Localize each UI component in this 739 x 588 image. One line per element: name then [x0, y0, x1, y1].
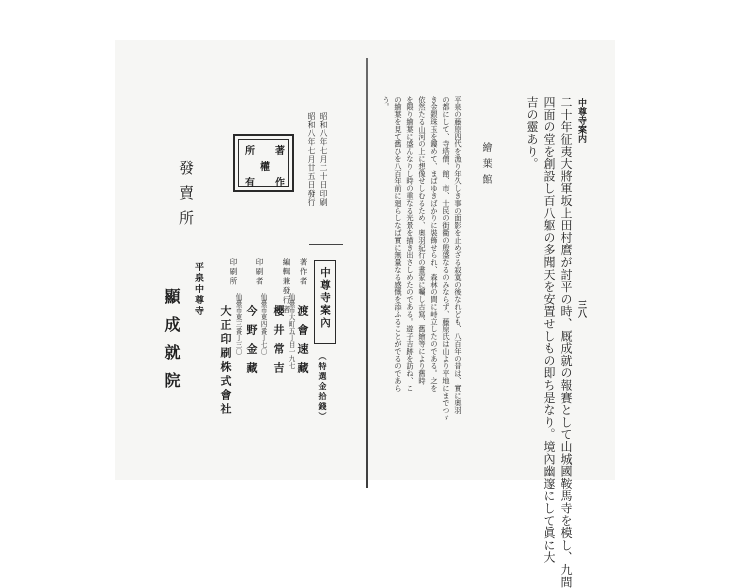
publisher-label: 發賣所 [177, 160, 195, 235]
price-note: （特選金拾錢） [318, 352, 328, 422]
book-gutter [366, 58, 368, 488]
stamp-char-1: 著 [275, 146, 285, 157]
small-line-6: の繪葉を見て舊ひを八百年前に廻らしなば實に無量なる感慨を添ふることがでるのであら [394, 96, 403, 392]
stamp-char-3: 所 [245, 146, 255, 157]
publisher-name: 顯成就院 [162, 288, 181, 400]
colophon-rule [309, 244, 343, 245]
small-line-1: 平泉の藤原四代を漁り年久しき事の面影を止めざる寂寞の後なれども、八百年の昔は、實に奧羽 [454, 96, 463, 415]
section-heading: 繪葉館 [480, 142, 491, 190]
page-number: 三八 [576, 300, 586, 318]
small-line-3: き金銀珠玉を鏤めて、まばゆきばかりに裝飾せられ、森林の間に峙立したのである。之を [430, 96, 439, 392]
copyright-stamp [233, 134, 294, 192]
credit-name-author: 渡會速藏 [296, 305, 309, 381]
running-head: 中尊寺案内 [576, 98, 586, 143]
stamp-char-2: 作 [275, 178, 285, 189]
credit-name-printer: 今野金藏 [245, 305, 258, 381]
credit-role-author: 著作者 [299, 258, 308, 287]
print-date: 昭和八年七月二十日印刷 [319, 112, 328, 207]
temple-address: 平泉中尊寺 [193, 262, 203, 317]
title-box [314, 260, 336, 344]
stamp-char-5: 權 [260, 162, 270, 173]
credit-name-press: 大正印刷株式會社 [219, 305, 232, 417]
credit-role-editor: 編輯兼發行者 [282, 258, 291, 315]
credit-role-printer: 印刷者 [255, 258, 264, 287]
book-title: 中尊寺案內 [319, 267, 331, 330]
credit-name-editor: 櫻井常吉 [272, 305, 285, 381]
credit-role-press: 印刷所 [229, 258, 238, 287]
publish-date: 昭和八年七月廿五日發行 [307, 112, 316, 207]
small-line-5: を隈り繪葉に盛んなりし時の重なる光景を描き出さしめたのである。遊子吉跡を訪ね、こ [406, 96, 415, 392]
credit-addr-editor: 仙臺市大町五丁目一九七 [287, 293, 295, 369]
small-line-2: の都にして、寺塔僧、館、市、士民の街衢の殷盛なるのみならず、藤原氏は山より平地にまでつゞ [442, 96, 451, 422]
body-line-3: 吉の靈あり。 [525, 96, 539, 170]
body-line-2: 四面の堂を創設し百八躯の多聞天を安置せしもの即ち是なり。境內幽邃にして眞に大 [542, 96, 556, 564]
credit-addr-press: 仙臺市東三番丁三〇 [234, 293, 242, 356]
body-line-1: 二十年征夷大將軍坂上田村麿が討平の時、厩成就の報賽として山城國鞍馬寺を模し、九間 [559, 96, 573, 588]
stamp-char-4: 有 [245, 178, 255, 189]
small-line-4: 依然たる山河の上に想像せしむるため、奧羽紀行の畫家に囑し古寫、舊繪等により舊時 [418, 96, 427, 385]
credit-addr-printer: 仙臺市東四番丁七〇 [259, 293, 267, 356]
small-line-7: う。 [382, 96, 391, 111]
